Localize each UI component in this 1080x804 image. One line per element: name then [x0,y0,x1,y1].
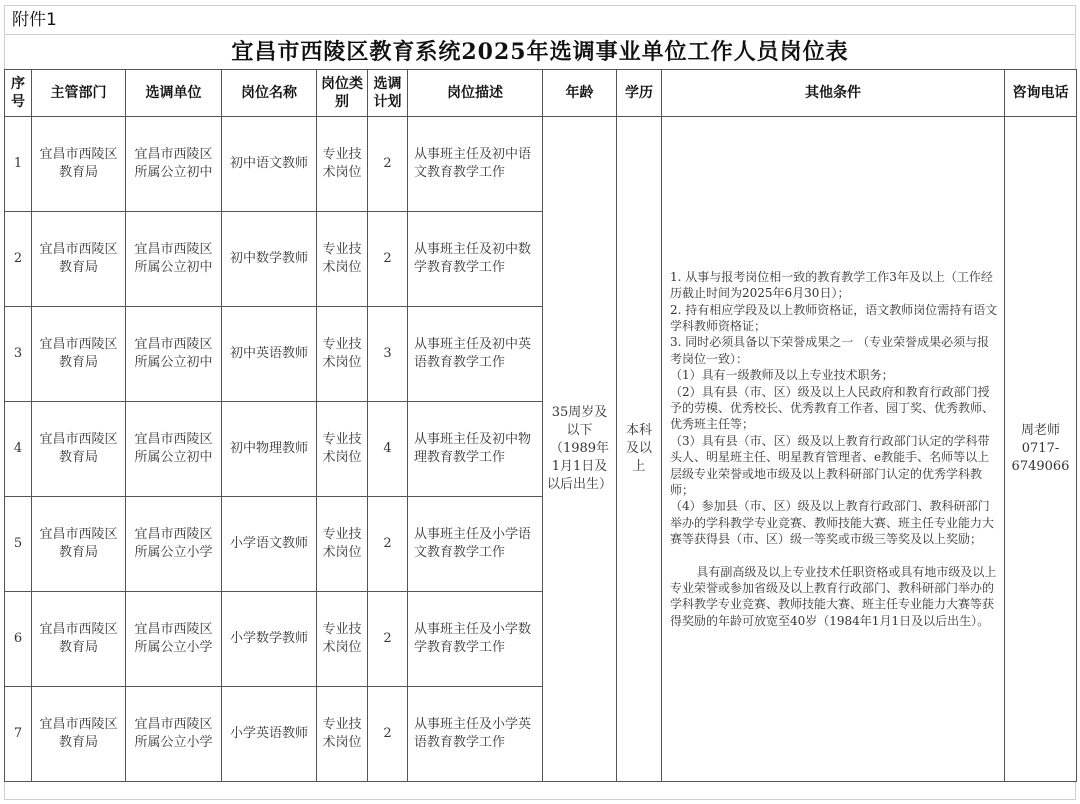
cell-unit: 宜昌市西陵区所属公立小学 [126,592,222,687]
header-phone: 咨询电话 [1005,70,1077,117]
cell-other-conditions [662,117,1005,782]
header-plan: 选调计划 [368,70,408,117]
cell-unit: 宜昌市西陵区所属公立初中 [126,307,222,402]
cell-plan: 2 [368,497,408,592]
position-table [4,69,1077,782]
cell-seq: 1 [5,117,32,212]
cell-type: 专业技术岗位 [317,592,368,687]
header-unit: 选调单位 [126,70,222,117]
cell-desc: 从事班主任及小学英语教育教学工作 [408,687,543,782]
condition-2: 2. 持有相应学段及以上教师资格证，语文教师岗位需持有语文学科教师资格证； [670,302,998,333]
cell-unit: 宜昌市西陵区所属公立小学 [126,497,222,592]
cell-seq: 4 [5,402,32,497]
header-other: 其他条件 [662,70,1005,117]
cell-plan: 2 [368,212,408,307]
cell-post: 初中语文教师 [222,117,317,212]
condition-3-3: （3）具有县（市、区）级及以上教育行政部门认定的学科带头人、明星班主任、明星教育管理者、e教能手、名师等以上层级专业荣誉或地市级及以上教科研部门认定的优秀学科教师； [670,433,990,498]
cell-seq: 6 [5,592,32,687]
cell-unit: 宜昌市西陵区所属公立初中 [126,402,222,497]
cell-plan: 2 [368,592,408,687]
cell-seq: 7 [5,687,32,782]
cell-dept: 宜昌市西陵区教育局 [32,497,126,592]
cell-age: 35周岁及以下（1989年1月1日及以后出生） [543,117,617,782]
cell-seq: 3 [5,307,32,402]
empty-bottom-row [4,782,1076,800]
cell-type: 专业技术岗位 [317,307,368,402]
cell-plan: 3 [368,307,408,402]
cell-dept: 宜昌市西陵区教育局 [32,117,126,212]
cell-dept: 宜昌市西陵区教育局 [32,212,126,307]
condition-3-4: （4）参加县（市、区）级及以上教育行政部门、教科研部门举办的学科教学专业竞赛、教师技能大赛、班主任专业能力大赛等获得县（市、区）级一等奖或市级三等奖及以上奖励； [670,499,995,547]
table-row [5,117,1077,212]
table-title: 宜昌市西陵区教育系统2025年选调事业单位工作人员岗位表 [4,35,1076,69]
cell-dept: 宜昌市西陵区教育局 [32,687,126,782]
cell-edu: 本科及以上 [617,117,662,782]
cell-desc: 从事班主任及初中语文教育教学工作 [408,117,543,212]
header-dept: 主管部门 [32,70,126,117]
cell-seq: 5 [5,497,32,592]
cell-type: 专业技术岗位 [317,402,368,497]
cell-unit: 宜昌市西陵区所属公立小学 [126,687,222,782]
cell-plan: 2 [368,687,408,782]
header-age: 年龄 [543,70,617,117]
cell-type: 专业技术岗位 [317,212,368,307]
condition-3-2: （2）具有县（市、区）级及以上人民政府和教育行政部门授予的劳模、优秀校长、优秀教育工作者、园丁奖、优秀教师、优秀班主任等； [670,384,995,432]
condition-spacer [670,548,998,564]
cell-desc: 从事班主任及初中英语教育教学工作 [408,307,543,402]
cell-desc: 从事班主任及小学语文教育教学工作 [408,497,543,592]
cell-dept: 宜昌市西陵区教育局 [32,592,126,687]
cell-post: 初中数学教师 [222,212,317,307]
condition-3: 3. 同时必须具备以下荣誉成果之一 （专业荣誉成果必须与报考岗位一致）： [670,335,990,366]
cell-type: 专业技术岗位 [317,117,368,212]
cell-post: 初中英语教师 [222,307,317,402]
annex-label: 附件1 [4,5,1076,35]
cell-post: 小学数学教师 [222,592,317,687]
header-edu: 学历 [617,70,662,117]
cell-post: 小学语文教师 [222,497,317,592]
condition-1: 1. 从事与报考岗位相一致的教育教学工作3年及以上（工作经历截止时间为2025年6月30日）； [670,269,993,301]
header-seq: 序号 [5,70,32,117]
header-row [5,70,1077,117]
cell-post: 小学英语教师 [222,687,317,782]
cell-dept: 宜昌市西陵区教育局 [32,307,126,402]
header-desc: 岗位描述 [408,70,543,117]
condition-3-1: （1）具有一级教师及以上专业技术职务； [670,368,894,383]
cell-phone: 周老师 0717-6749066 [1005,117,1077,782]
cell-desc: 从事班主任及初中物理教育教学工作 [408,402,543,497]
cell-plan: 4 [368,402,408,497]
cell-type: 专业技术岗位 [317,497,368,592]
age-exception-note: 具有副高级及以上专业技术任职资格或具有地市级及以上专业荣誉或参加省级及以上教育行政部门、教科研部门举办的学科教学专业竞赛、教师技能大赛、班主任专业能力大赛等获得奖励的年龄可放宽至40岁（1984年1月1日及以后出生）。 [670,564,997,628]
header-post: 岗位名称 [222,70,317,117]
cell-dept: 宜昌市西陵区教育局 [32,402,126,497]
cell-unit: 宜昌市西陵区所属公立初中 [126,117,222,212]
cell-type: 专业技术岗位 [317,687,368,782]
cell-plan: 2 [368,117,408,212]
header-type: 岗位类别 [317,70,368,117]
cell-post: 初中物理教师 [222,402,317,497]
cell-unit: 宜昌市西陵区所属公立初中 [126,212,222,307]
cell-desc: 从事班主任及初中数学教育教学工作 [408,212,543,307]
cell-desc: 从事班主任及小学数学教育教学工作 [408,592,543,687]
cell-seq: 2 [5,212,32,307]
